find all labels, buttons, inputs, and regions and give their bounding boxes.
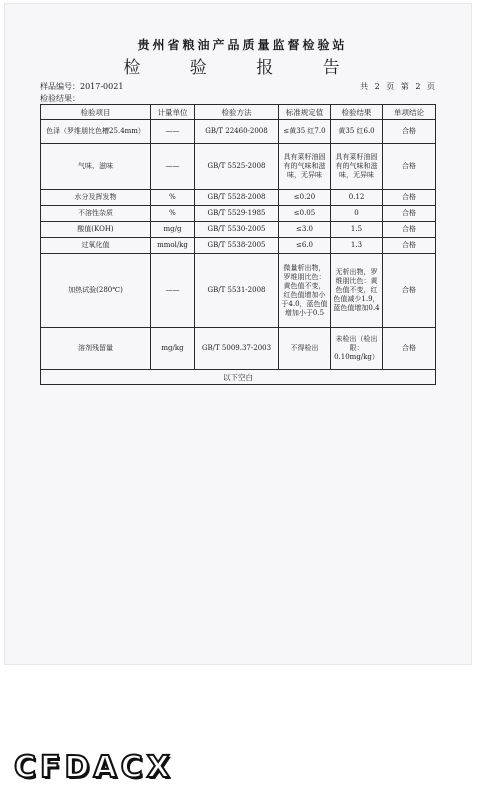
unit-cell: mg/kg <box>151 328 195 370</box>
results-label: 检验结果： <box>40 94 80 103</box>
report-title: 检 验 报 告 <box>123 58 362 78</box>
method-cell: GB/T 5530-2005 <box>195 222 279 238</box>
result-cell: 0.12 <box>331 190 383 206</box>
standard-cell: 不得检出 <box>279 328 331 370</box>
table-row <box>41 254 436 328</box>
method-cell: GB/T 5528-2008 <box>195 190 279 206</box>
column-header: 检验项目 <box>41 105 151 120</box>
table-row <box>41 328 436 370</box>
table-row <box>41 222 436 238</box>
conclusion-cell: 合格 <box>383 328 436 370</box>
table-row <box>41 190 436 206</box>
conclusion-cell: 合格 <box>383 222 436 238</box>
result-cell: 无析出物，罗维朋比色：黄色值不变，红色值减少1.9，蓝色值增加0.4 <box>331 254 383 328</box>
table-header-row <box>41 105 436 120</box>
unit-cell: % <box>151 206 195 222</box>
result-cell: 未检出（检出限：0.10mg/kg） <box>331 328 383 370</box>
method-cell: GB/T 5009.37-2003 <box>195 328 279 370</box>
column-header: 检验方法 <box>195 105 279 120</box>
column-header: 检验结果 <box>331 105 383 120</box>
standard-cell: 微量析出物，罗维朋比色：黄色值不变，红色值增加小于4.0，蓝色值增加小于0.5 <box>279 254 331 328</box>
station-name: 贵州省粮油产品质量监督检验站 <box>137 38 348 52</box>
unit-cell: mg/g <box>151 222 195 238</box>
result-cell: 0 <box>331 206 383 222</box>
watermark-logo: CFDACX <box>14 750 174 785</box>
method-cell: GB/T 5538-2005 <box>195 238 279 254</box>
result-cell: 1.3 <box>331 238 383 254</box>
item-cell: 不溶性杂质 <box>41 206 151 222</box>
standard-cell: ≤0.05 <box>279 206 331 222</box>
conclusion-cell: 合格 <box>383 120 436 144</box>
blank-note-row <box>41 370 436 385</box>
conclusion-cell: 合格 <box>383 144 436 190</box>
result-cell: 具有菜籽油固有的气味和滋味，无异味 <box>331 144 383 190</box>
unit-cell: —— <box>151 254 195 328</box>
conclusion-cell: 合格 <box>383 190 436 206</box>
conclusion-cell: 合格 <box>383 238 436 254</box>
unit-cell: —— <box>151 120 195 144</box>
standard-cell: 具有菜籽油固有的气味和滋味，无异味 <box>279 144 331 190</box>
results-table <box>40 104 436 385</box>
method-cell: GB/T 22460-2008 <box>195 120 279 144</box>
column-header: 计量单位 <box>151 105 195 120</box>
result-cell: 黄35 红6.0 <box>331 120 383 144</box>
method-cell: GB/T 5531-2008 <box>195 254 279 328</box>
item-cell: 过氧化值 <box>41 238 151 254</box>
standard-cell: ≤0.20 <box>279 190 331 206</box>
method-cell: GB/T 5529-1985 <box>195 206 279 222</box>
column-header: 标准规定值 <box>279 105 331 120</box>
item-cell: 酸值(KOH) <box>41 222 151 238</box>
result-cell: 1.5 <box>331 222 383 238</box>
standard-cell: ≤6.0 <box>279 238 331 254</box>
standard-cell: ≤黄35 红7.0 <box>279 120 331 144</box>
page-info: 共 2 页 第 2 页 <box>360 82 435 91</box>
blank-note: 以下空白 <box>41 370 436 385</box>
sample-number: 样品编号：2017-0021 <box>40 82 124 91</box>
column-header: 单项结论 <box>383 105 436 120</box>
table-row <box>41 206 436 222</box>
method-cell: GB/T 5525-2008 <box>195 144 279 190</box>
unit-cell: % <box>151 190 195 206</box>
item-cell: 加热试验(280℃) <box>41 254 151 328</box>
conclusion-cell: 合格 <box>383 206 436 222</box>
unit-cell: mmol/kg <box>151 238 195 254</box>
standard-cell: ≤3.0 <box>279 222 331 238</box>
item-cell: 水分及挥发物 <box>41 190 151 206</box>
conclusion-cell: 合格 <box>383 254 436 328</box>
table-row <box>41 238 436 254</box>
unit-cell: —— <box>151 144 195 190</box>
table-row <box>41 120 436 144</box>
item-cell: 溶剂残留量 <box>41 328 151 370</box>
item-cell: 气味、滋味 <box>41 144 151 190</box>
table-row <box>41 144 436 190</box>
item-cell: 色泽（罗维朋比色槽25.4mm） <box>41 120 151 144</box>
